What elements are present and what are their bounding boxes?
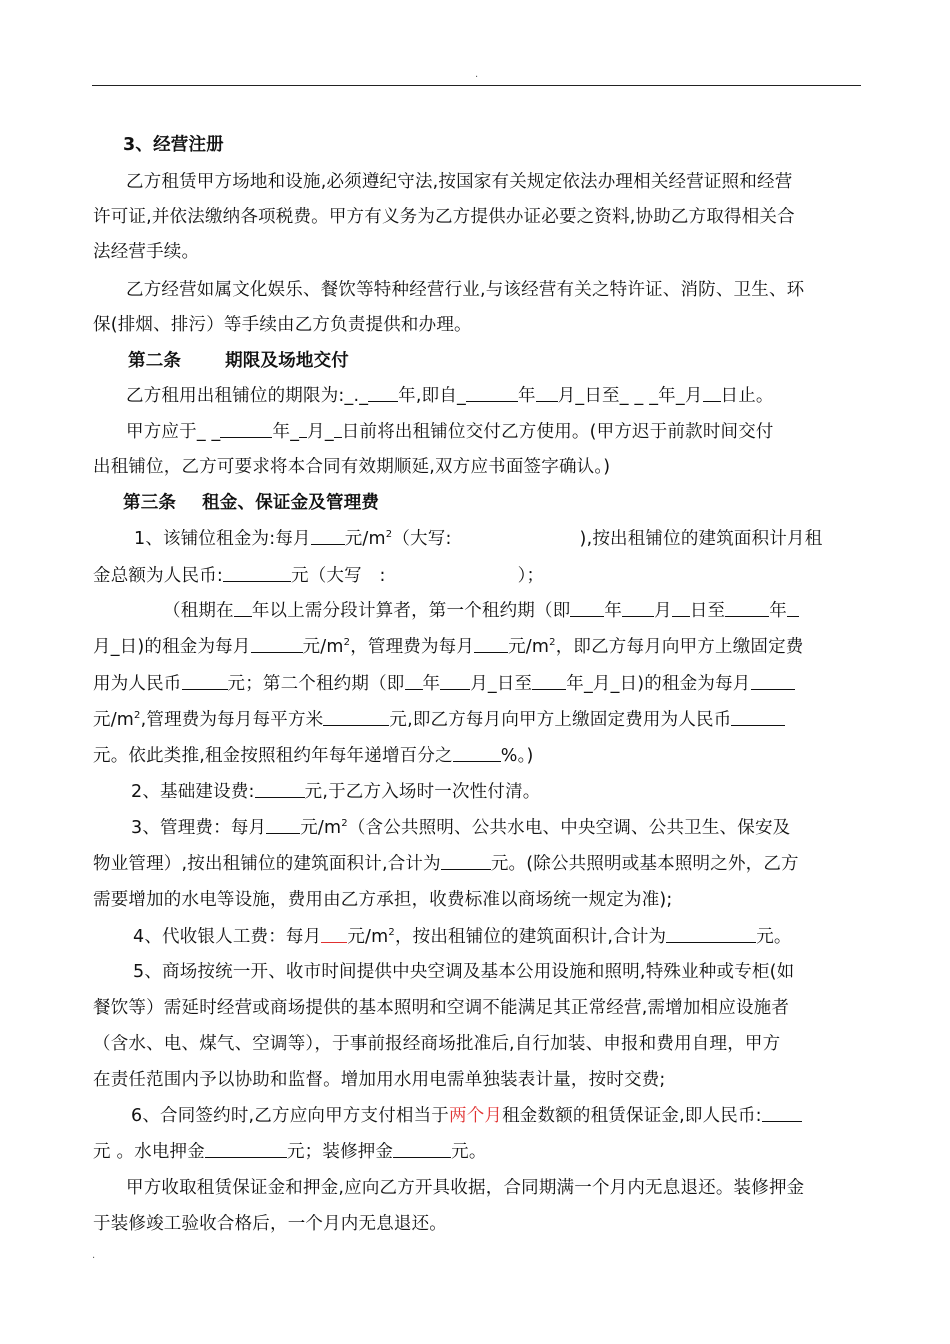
article3-item3-line2: 物业管理）,按出租铺位的建筑面积计,合计为 元。(除公共照明或基本照明之外，乙方 xyxy=(93,854,799,874)
blank-field xyxy=(441,853,491,870)
blank-field xyxy=(368,385,398,402)
blank-field xyxy=(223,565,291,582)
section3-p1-line1: 乙方租赁甲方场地和设施,必须遵纪守法,按国家有关规定依法办理相关经营证照和经营 xyxy=(126,172,793,192)
blank-field xyxy=(266,817,300,834)
article3-item5-line3: （含水、电、煤气、空调等），于事前报经商场批准后,自行加装、申报和费用自理，甲方 xyxy=(93,1034,781,1054)
article3-label: 第三条 xyxy=(123,493,177,513)
blank-field xyxy=(182,673,228,690)
blank-field xyxy=(532,673,566,690)
article2-delivery-line1: 甲方应于_ _ 年_ 月_ 日前将出租铺位交付乙方使用。(甲方迟于前款时间交付 xyxy=(126,422,774,442)
article3-title: 租金、保证金及管理费 xyxy=(202,493,380,513)
article3-item4: 4、代收银人工费：每月 元$/m^2$，按出租铺位的建筑面积计,合计为 元。 xyxy=(133,927,792,947)
blank-field xyxy=(466,385,518,402)
blank-field xyxy=(255,781,305,798)
article3-rent-line2: 月_日)的租金为每月 元$/m^2$，管理费为每月 元$/m^2$，即乙方每月向甲方上缴固定费 xyxy=(93,637,804,657)
article3-item5-line4: 在责任范围内予以协助和监督。增加用水用电需单独装表计量，按时交费; xyxy=(93,1070,666,1090)
blank-field xyxy=(703,385,721,402)
article3-rent-line4: 元$/m^2$,管理费为每月每平方米 元,即乙方每月向甲方上缴固定费用为人民币 xyxy=(93,708,785,732)
section3-p1-line2: 许可证,并依法缴纳各项税费。甲方有义务为乙方提供办证必要之资料,协助乙方取得相关合 xyxy=(93,207,795,227)
blank-field xyxy=(536,385,558,402)
article3-item2: 2、基础建设费: 元,于乙方入场时一次性付清。 xyxy=(131,782,541,802)
highlighted-term: 两个月 xyxy=(449,1106,503,1126)
article3-rent-line5: 元。依此类推,租金按照租约年每年递增百分之 %。) xyxy=(93,746,534,766)
blank-field xyxy=(251,636,303,653)
article3-item1-line2: 金总额为人民币: 元（大写 : ）； xyxy=(93,566,545,586)
blank-field xyxy=(323,709,389,726)
blank-field xyxy=(393,1141,451,1158)
blank-field xyxy=(751,673,795,690)
blank-field xyxy=(234,600,252,617)
blank-field xyxy=(311,528,345,545)
header-rule xyxy=(92,85,861,86)
blank-field xyxy=(453,745,501,762)
blank-field xyxy=(666,926,756,943)
article2-delivery-line2: 出租铺位，乙方可要求将本合同有效期顺延,双方应书面签字确认。) xyxy=(93,457,611,477)
blank-field xyxy=(570,600,604,617)
article3-item6-line2: 元 。水电押金 元；装修押金 元。 xyxy=(93,1142,487,1162)
section3-p1-line3: 法经营手续。 xyxy=(93,242,200,262)
article3-item5-line2: 餐饮等）需延时经营或商场提供的基本照明和空调不能满足其正常经营,需增加相应设施者 xyxy=(93,998,790,1018)
blank-field xyxy=(321,926,347,943)
section3-p2-line2: 保(排烟、排污）等手续由乙方负责提供和办理。 xyxy=(93,315,472,335)
article3-rent-line3: 用为人民币 元；第二个租约期（即 年 月_日至 年_月_日)的租金为每月 xyxy=(93,672,795,696)
blank-field xyxy=(731,709,785,726)
blank-field xyxy=(405,673,423,690)
section3-p2-line1: 乙方经营如属文化娱乐、餐饮等特种经营行业,与该经营有关之特许证、消防、卫生、环 xyxy=(126,280,805,300)
article3-rent-line1: （租期在 年以上需分段计算者，第一个租约期（即 年 月 日至 年 xyxy=(163,599,799,623)
blank-field xyxy=(762,1105,802,1122)
blank-field xyxy=(220,421,272,438)
deposit-refund-line1: 甲方收取租赁保证金和押金,应向乙方开具收据，合同期满一个月内无息退还。装修押金 xyxy=(126,1178,805,1198)
article3-item1-line1: 1、该铺位租金为:每月 元$/m^2$（大写: ),按出租铺位的建筑面积计月租 xyxy=(134,529,823,549)
article3-item3-line1: 3、管理费：每月 元$/m^2$（含公共照明、公共水电、中央空调、公共卫生、保安及 xyxy=(131,818,791,838)
article2-heading xyxy=(128,349,349,373)
blank-field xyxy=(622,600,654,617)
article3-item5-line1: 5、商场按统一开、收市时间提供中央空调及基本公用设施和照明,特殊业种或专柜(如 xyxy=(133,962,795,982)
article3-heading xyxy=(123,491,379,515)
blank-field xyxy=(334,421,342,438)
blank-field xyxy=(725,600,769,617)
article3-item3-line3: 需要增加的水电等设施，费用由乙方承担，收费标准以商场统一规定为准); xyxy=(93,890,673,910)
article3-item6-line1: 6、合同签约时,乙方应向甲方支付相当于两个月租金数额的租赁保证金,即人民币: xyxy=(131,1104,802,1128)
header-mark: . xyxy=(475,69,479,80)
blank-field xyxy=(672,600,690,617)
blank-field xyxy=(205,1141,287,1158)
blank-field xyxy=(787,600,799,617)
article2-label: 第二条 xyxy=(128,351,182,371)
footer-mark: . xyxy=(92,1250,96,1261)
blank-field xyxy=(440,673,470,690)
blank-field xyxy=(474,636,508,653)
article2-title: 期限及场地交付 xyxy=(225,351,350,371)
section3-heading: 3、经营注册 xyxy=(123,135,224,155)
deposit-refund-line2: 于装修竣工验收合格后，一个月内无息退还。 xyxy=(93,1214,447,1234)
blank-field xyxy=(299,421,307,438)
article2-term-line: 乙方租用出租铺位的期限为:_._ 年,即自_ 年 月_日至_ _ _年_月 日止。 xyxy=(126,386,774,406)
